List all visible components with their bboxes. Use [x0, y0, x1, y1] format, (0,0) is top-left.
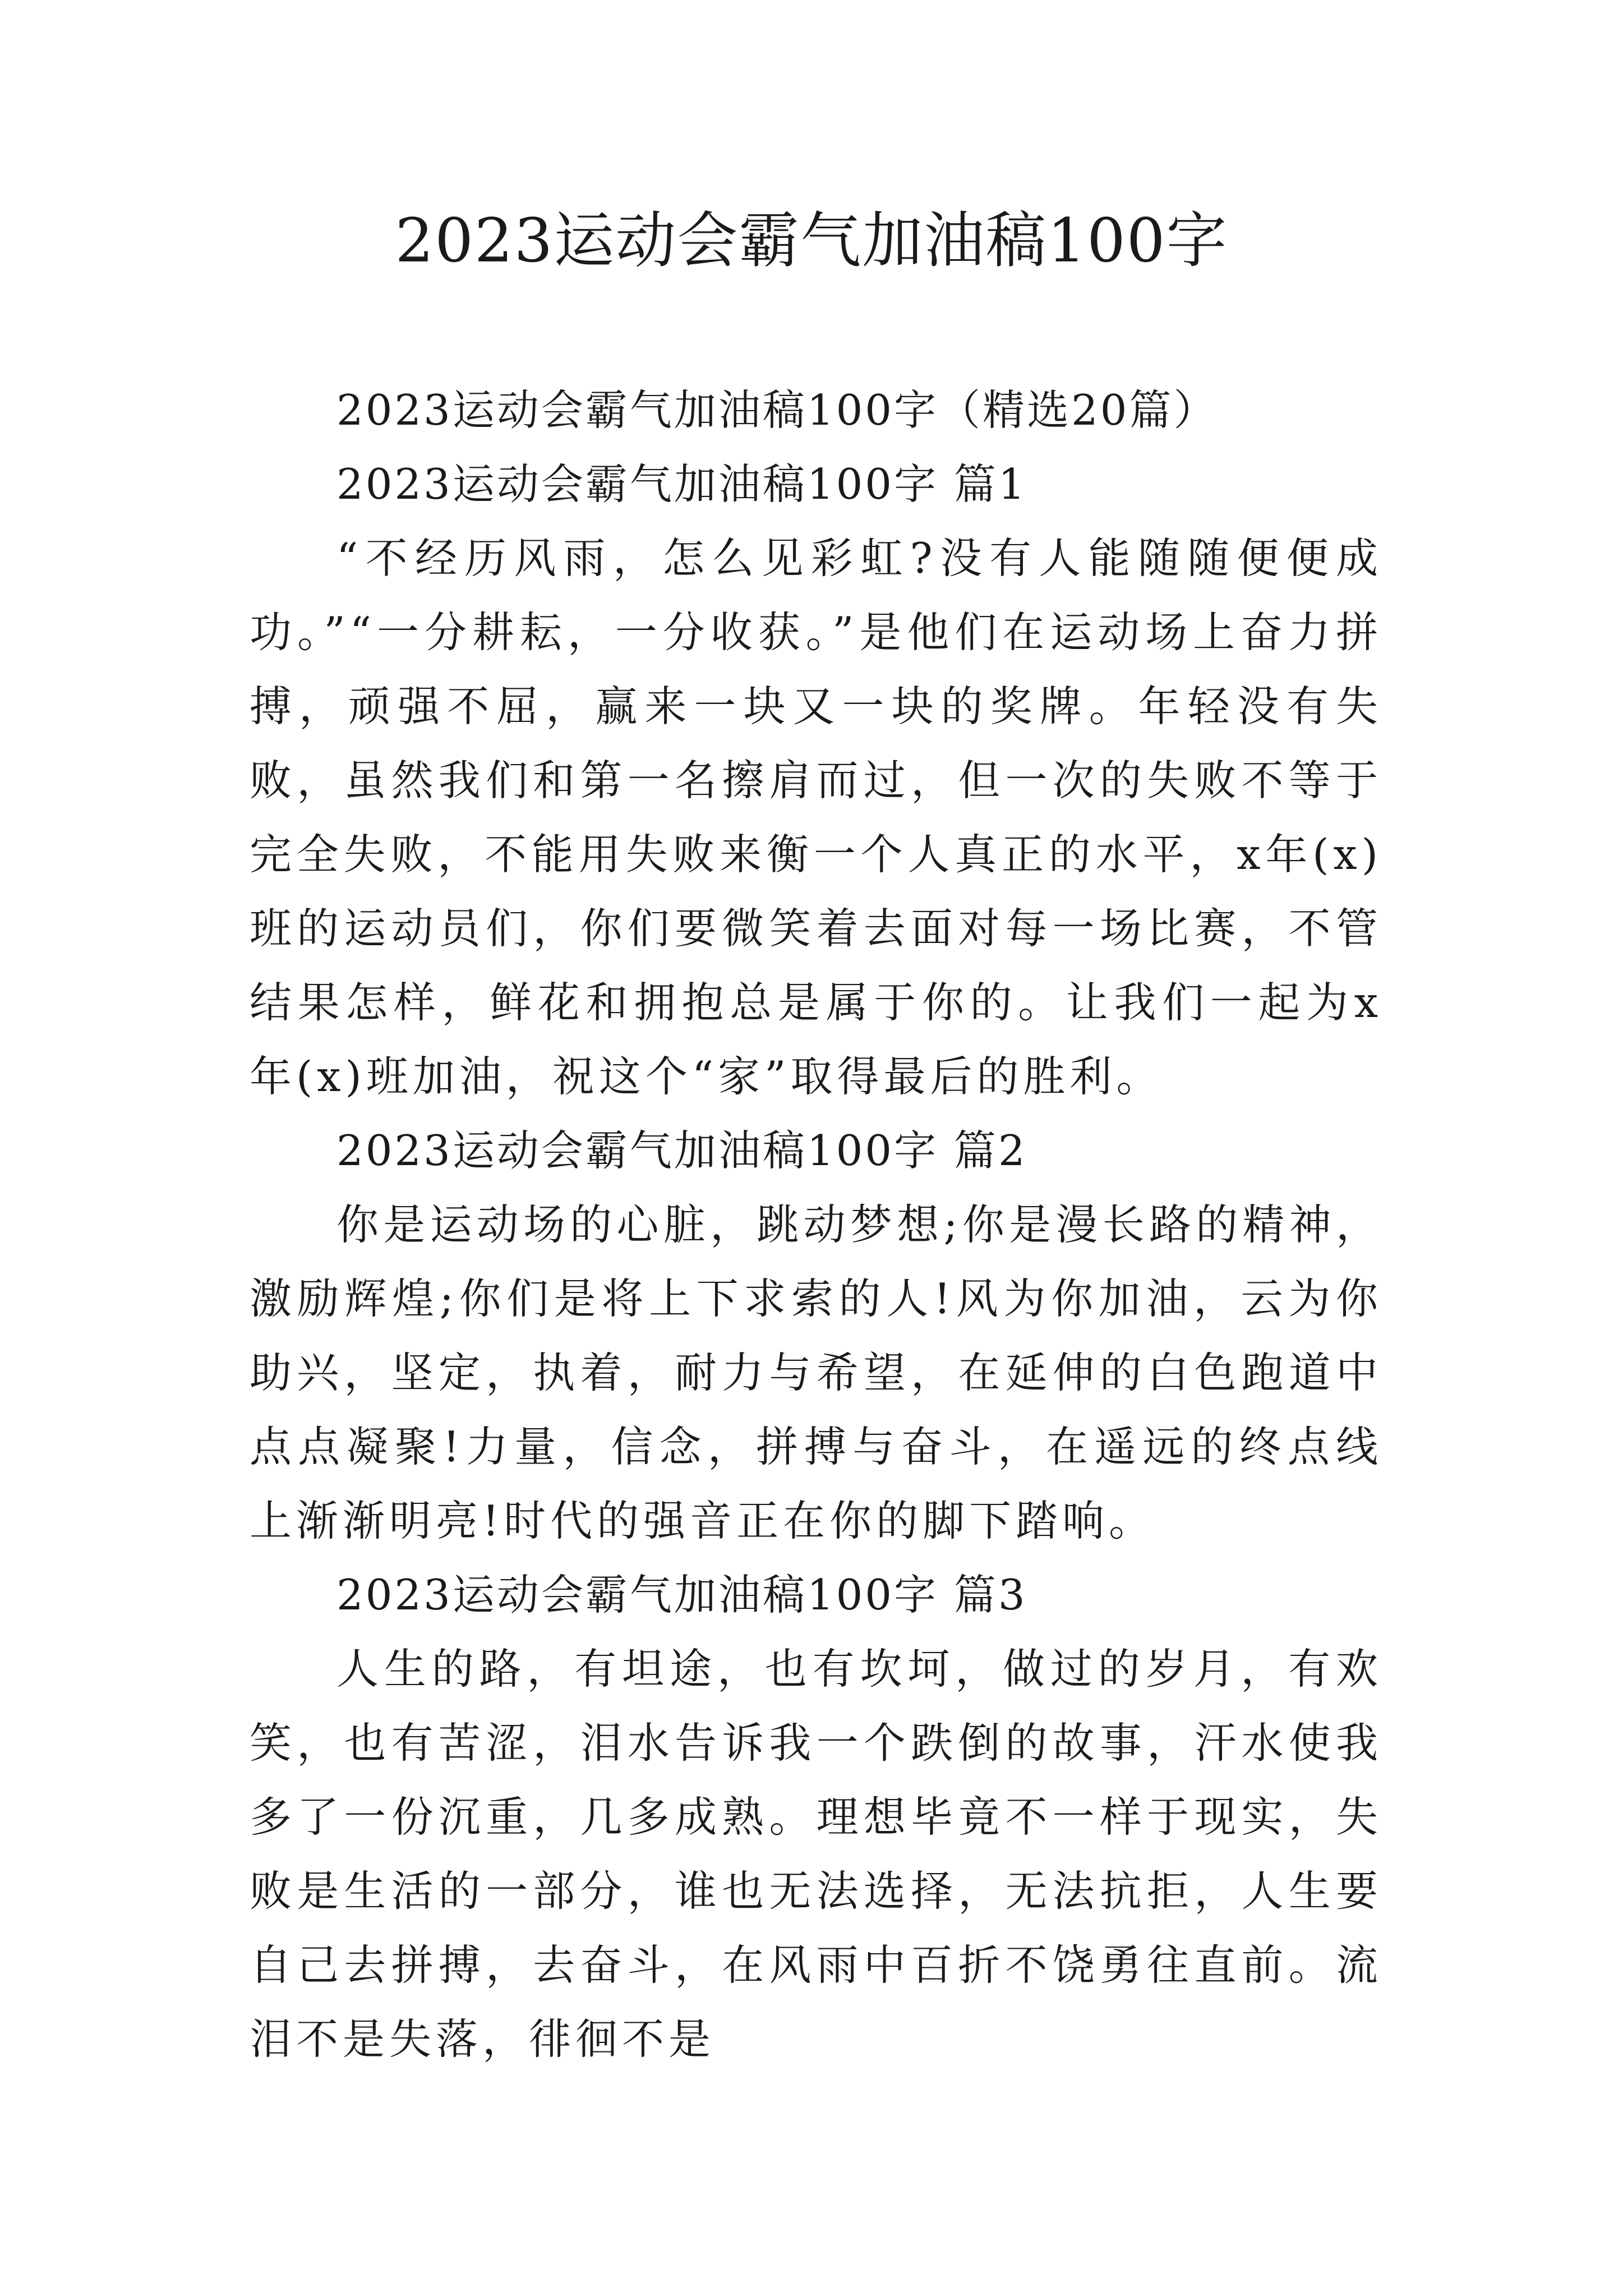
section-body-2: 你是运动场的心脏，跳动梦想;你是漫长路的精神，激励辉煌;你们是将上下求索的人!风为你加油，云为你助兴，坚定，执着，耐力与希望，在延伸的白色跑道中点点凝聚!力量，信念，拼搏与奋斗，在遥远的终点线上渐渐明亮!时代的强音正在你的脚下踏响。: [250, 1200, 1382, 1545]
section-body-3: 人生的路，有坦途，也有坎坷，做过的岁月，有欢笑，也有苦涩，泪水告诉我一个跌倒的故事，汗水使我多了一份沉重，几多成熟。理想毕竟不一样于现实，失败是生活的一部分，谁也无法选择，无法抗拒，人生要自己去拼搏，去奋斗，在风雨中百折不饶勇往直前。流泪不是失落，徘徊不是: [250, 1644, 1382, 2064]
document-body: [250, 373, 1382, 2076]
document-title: 2023运动会霸气加油稿100字: [395, 206, 1228, 276]
section-heading-3: 2023运动会霸气加油稿100字 篇3: [336, 1570, 1027, 1619]
section-heading-2: 2023运动会霸气加油稿100字 篇2: [336, 1126, 1027, 1175]
document-subtitle: 2023运动会霸气加油稿100字（精选20篇）: [336, 385, 1218, 435]
section-heading-1: 2023运动会霸气加油稿100字 篇1: [336, 459, 1027, 509]
section-body-1: “不经历风雨，怎么见彩虹?没有人能随随便便成功。”“一分耕耘，一分收获。”是他们在运动场上奋力拼搏，顽强不屈，赢来一块又一块的奖牌。年轻没有失败，虽然我们和第一名擦肩而过，但一次的失败不等于完全失败，不能用失败来衡一个人真正的水平，x年(x)班的运动员们，你们要微笑着去面对每一场比赛，不管结果怎样，鲜花和拥抱总是属于你的。让我们一起为x年(x)班加油，祝这个“家”取得最后的胜利。: [250, 533, 1382, 1101]
